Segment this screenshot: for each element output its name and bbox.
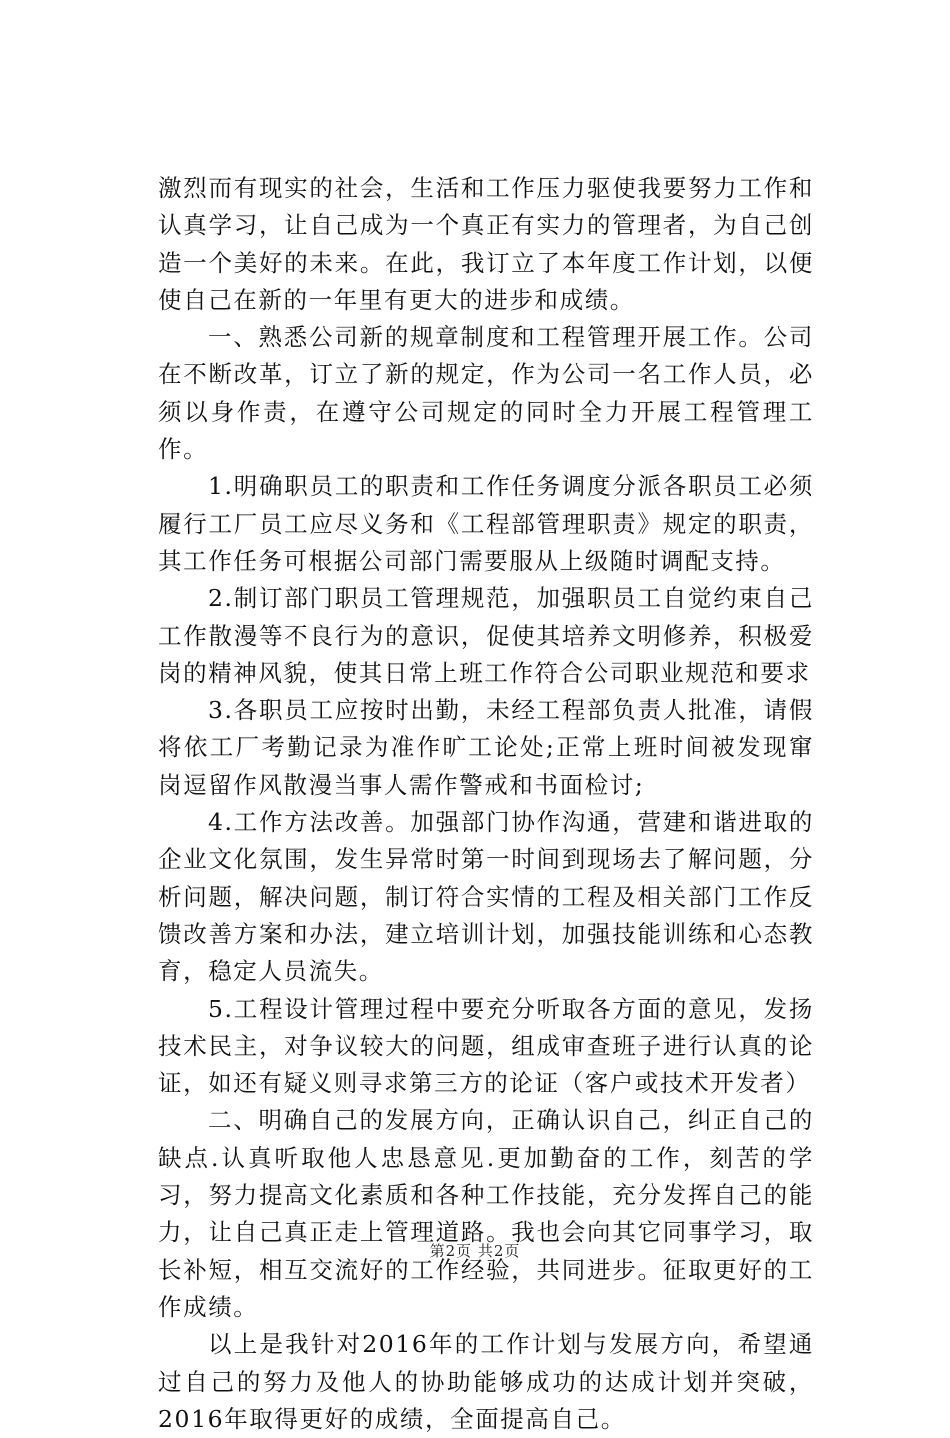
paragraph-conclusion: 以上是我针对2016年的工作计划与发展方向，希望通过自己的努力及他人的协助能够成功的达成计划并突破，2016年取得更好的成绩，全面提高自己。 [158, 1330, 814, 1433]
paragraph-item-4: 4.工作方法改善。加强部门协作沟通，营建和谐进取的企业文化氛围，发生异常时第一时间到现场去了解问题，分析问题，解决问题，制订符合实情的工程及相关部门工作反馈改善方案和办法，建立培训计划，加强技能训练和心态教育，稳定人员流失。 [158, 808, 814, 986]
paragraph-item-3: 3.各职员工应按时出勤，未经工程部负责人批准，请假将依工厂考勤记录为准作旷工论处;正常上班时间被发现窜岗逗留作风散漫当事人需作警戒和书面检讨; [158, 696, 814, 799]
paragraph-item-2: 2.制订部门职员工管理规范，加强职员工自觉约束自己工作散漫等不良行为的意识，促使其培养文明修养，积极爱岗的精神风貌，使其日常上班工作符合公司职业规范和要求 [158, 584, 814, 687]
paragraph-section-two: 二、明确自己的发展方向，正确认识自己，纠正自己的缺点.认真听取他人忠恳意见.更加勤奋的工作，刻苦的学习，努力提高文化素质和各种工作技能，充分发挥自己的能力，让自己真正走上管理道路。我也会向其它同事学习，取长补短，相互交流好的工作经验，共同进步。征取更好的工作成绩。 [158, 1106, 814, 1321]
paragraph-section-one: 一、熟悉公司新的规章制度和工程管理开展工作。公司在不断改革，订立了新的规定，作为公司一名工作人员，必须以身作责，在遵守公司规定的同时全力开展工程管理工作。 [158, 323, 814, 464]
page-footer: 第2页 共2页 [429, 1242, 521, 1260]
paragraph-item-5: 5.工程设计管理过程中要充分听取各方面的意见，发扬技术民主，对争议较大的问题，组成审查班子进行认真的论证，如还有疑义则寻求第三方的论证（客户或技术开发者） [158, 994, 814, 1098]
paragraph-intro: 激烈而有现实的社会，生活和工作压力驱使我要努力工作和认真学习，让自己成为一个真正有实力的管理者，为自己创造一个美好的未来。在此，我订立了本年度工作计划，以便使自己在新的一年里有更大的进步和成绩。 [158, 174, 814, 314]
paragraph-item-1: 1.明确职员工的职责和工作任务调度分派各职员工必须履行工厂员工应尽义务和《工程部管理职责》规定的职责，其工作任务可根据公司部门需要服从上级随时调配支持。 [158, 472, 814, 575]
